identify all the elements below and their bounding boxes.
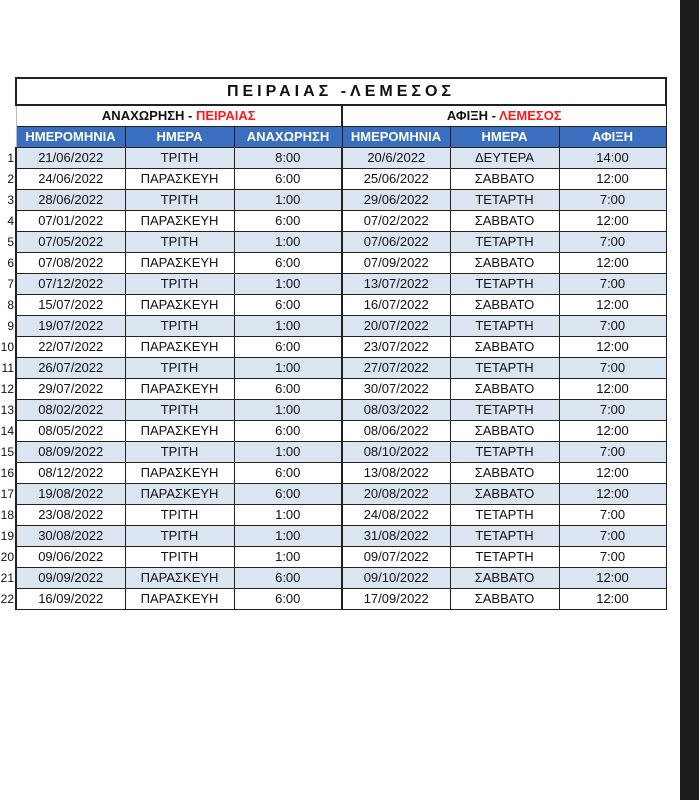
departure-day-cell: ΠΑΡΑΣΚΕΥΗ [125, 169, 234, 190]
title-row [0, 78, 666, 105]
departure-date-cell: 09/09/2022 [16, 568, 125, 589]
departure-day-cell: ΤΡΙΤΗ [125, 358, 234, 379]
arrival-port: ΛΕΜΕΣΟΣ [499, 108, 562, 123]
departure-date-cell: 28/06/2022 [16, 190, 125, 211]
departure-time-cell: 6:00 [234, 337, 342, 358]
table-row [0, 316, 666, 337]
header-departure-date: ΗΜΕΡΟΜΗΝΙΑ [16, 127, 125, 148]
arrival-date-cell: 27/07/2022 [342, 358, 450, 379]
arrival-time-cell: 7:00 [559, 400, 666, 421]
arrival-date-cell: 29/06/2022 [342, 190, 450, 211]
departure-time-cell: 1:00 [234, 400, 342, 421]
section-header-row [0, 105, 666, 127]
departure-time-cell: 6:00 [234, 211, 342, 232]
arrival-time-cell: 12:00 [559, 484, 666, 505]
arrival-date-cell: 07/09/2022 [342, 253, 450, 274]
departure-date-cell: 23/08/2022 [16, 505, 125, 526]
arrival-time-cell: 12:00 [559, 379, 666, 400]
header-arrival-day: ΗΜΕΡΑ [450, 127, 559, 148]
row-number: 9 [0, 316, 16, 337]
departure-day-cell: ΠΑΡΑΣΚΕΥΗ [125, 589, 234, 610]
table-row [0, 547, 666, 568]
table-title: ΠΕΙΡΑΙΑΣ -ΛΕΜΕΣΟΣ [16, 78, 666, 105]
departure-day-cell: ΠΑΡΑΣΚΕΥΗ [125, 463, 234, 484]
departure-time-cell: 6:00 [234, 253, 342, 274]
arrival-date-cell: 08/10/2022 [342, 442, 450, 463]
row-number: 10 [0, 337, 16, 358]
row-number: 6 [0, 253, 16, 274]
departure-date-cell: 08/09/2022 [16, 442, 125, 463]
arrival-date-cell: 09/07/2022 [342, 547, 450, 568]
departure-time-cell: 6:00 [234, 421, 342, 442]
departure-time-cell: 1:00 [234, 358, 342, 379]
table-row [0, 463, 666, 484]
arrival-day-cell: ΤΕΤΑΡΤΗ [450, 274, 559, 295]
row-number [0, 127, 16, 148]
arrival-day-cell: ΔΕΥΤΕΡΑ [450, 148, 559, 169]
arrival-day-cell: ΤΕΤΑΡΤΗ [450, 400, 559, 421]
arrival-time-cell: 12:00 [559, 463, 666, 484]
arrival-time-cell: 7:00 [559, 358, 666, 379]
row-number: 1 [0, 148, 16, 169]
row-number [0, 78, 16, 105]
arrival-date-cell: 20/6/2022 [342, 148, 450, 169]
row-number: 21 [0, 568, 16, 589]
departure-day-cell: ΠΑΡΑΣΚΕΥΗ [125, 484, 234, 505]
arrival-day-cell: ΣΑΒΒΑΤΟ [450, 484, 559, 505]
arrival-time-cell: 12:00 [559, 169, 666, 190]
departure-time-cell: 1:00 [234, 274, 342, 295]
departure-date-cell: 08/12/2022 [16, 463, 125, 484]
departure-day-cell: ΠΑΡΑΣΚΕΥΗ [125, 337, 234, 358]
arrival-day-cell: ΤΕΤΑΡΤΗ [450, 358, 559, 379]
screen-edge-bar [680, 0, 699, 800]
arrival-time-cell: 12:00 [559, 421, 666, 442]
departure-day-cell: ΤΡΙΤΗ [125, 316, 234, 337]
departure-date-cell: 15/07/2022 [16, 295, 125, 316]
departure-time-cell: 8:00 [234, 148, 342, 169]
arrival-day-cell: ΤΕΤΑΡΤΗ [450, 442, 559, 463]
table-row [0, 400, 666, 421]
departure-port: ΠΕΙΡΑΙΑΣ [195, 108, 256, 123]
arrival-date-cell: 20/07/2022 [342, 316, 450, 337]
row-number: 3 [0, 190, 16, 211]
arrival-day-cell: ΤΕΤΑΡΤΗ [450, 190, 559, 211]
row-number: 8 [0, 295, 16, 316]
departure-time-cell: 6:00 [234, 484, 342, 505]
table-row [0, 442, 666, 463]
arrival-day-cell: ΣΑΒΒΑΤΟ [450, 421, 559, 442]
departure-date-cell: 09/06/2022 [16, 547, 125, 568]
header-departure-day: ΗΜΕΡΑ [125, 127, 234, 148]
table-row [0, 169, 666, 190]
arrival-day-cell: ΣΑΒΒΑΤΟ [450, 379, 559, 400]
arrival-day-cell: ΣΑΒΒΑΤΟ [450, 337, 559, 358]
departure-time-cell: 1:00 [234, 442, 342, 463]
departure-date-cell: 08/05/2022 [16, 421, 125, 442]
arrival-time-cell: 7:00 [559, 547, 666, 568]
departure-day-cell: ΤΡΙΤΗ [125, 148, 234, 169]
departure-day-cell: ΤΡΙΤΗ [125, 547, 234, 568]
table-row [0, 379, 666, 400]
arrival-date-cell: 09/10/2022 [342, 568, 450, 589]
departure-time-cell: 6:00 [234, 568, 342, 589]
arrival-day-cell: ΣΑΒΒΑΤΟ [450, 589, 559, 610]
row-number: 18 [0, 505, 16, 526]
row-number: 2 [0, 169, 16, 190]
departure-time-cell: 1:00 [234, 232, 342, 253]
arrival-time-cell: 12:00 [559, 568, 666, 589]
arrival-day-cell: ΤΕΤΑΡΤΗ [450, 505, 559, 526]
row-number: 5 [0, 232, 16, 253]
departure-time-cell: 6:00 [234, 295, 342, 316]
table-row [0, 484, 666, 505]
header-arrival-time: ΑΦΙΞΗ [559, 127, 666, 148]
arrival-time-cell: 12:00 [559, 211, 666, 232]
departure-date-cell: 26/07/2022 [16, 358, 125, 379]
table-row [0, 337, 666, 358]
spreadsheet [0, 77, 667, 610]
row-number: 20 [0, 547, 16, 568]
departure-date-cell: 07/12/2022 [16, 274, 125, 295]
arrival-time-cell: 7:00 [559, 190, 666, 211]
arrival-time-cell: 12:00 [559, 295, 666, 316]
departure-date-cell: 19/07/2022 [16, 316, 125, 337]
row-number: 4 [0, 211, 16, 232]
arrival-date-cell: 24/08/2022 [342, 505, 450, 526]
arrival-date-cell: 30/07/2022 [342, 379, 450, 400]
departure-time-cell: 1:00 [234, 316, 342, 337]
departure-day-cell: ΤΡΙΤΗ [125, 526, 234, 547]
table-row [0, 505, 666, 526]
arrival-label: ΑΦΙΞΗ - [446, 108, 500, 123]
arrival-date-cell: 07/06/2022 [342, 232, 450, 253]
departure-date-cell: 16/09/2022 [16, 589, 125, 610]
arrival-date-cell: 25/06/2022 [342, 169, 450, 190]
arrival-day-cell: ΣΑΒΒΑΤΟ [450, 568, 559, 589]
table-row [0, 589, 666, 610]
departure-time-cell: 6:00 [234, 169, 342, 190]
table-row [0, 526, 666, 547]
table-row [0, 274, 666, 295]
arrival-time-cell: 7:00 [559, 505, 666, 526]
arrival-time-cell: 7:00 [559, 526, 666, 547]
departure-time-cell: 6:00 [234, 463, 342, 484]
departure-time-cell: 1:00 [234, 505, 342, 526]
arrival-date-cell: 07/02/2022 [342, 211, 450, 232]
departure-time-cell: 1:00 [234, 547, 342, 568]
arrival-day-cell: ΣΑΒΒΑΤΟ [450, 295, 559, 316]
arrival-date-cell: 16/07/2022 [342, 295, 450, 316]
arrival-day-cell: ΤΕΤΑΡΤΗ [450, 316, 559, 337]
departure-date-cell: 30/08/2022 [16, 526, 125, 547]
departure-day-cell: ΠΑΡΑΣΚΕΥΗ [125, 295, 234, 316]
table-row [0, 211, 666, 232]
arrival-time-cell: 7:00 [559, 442, 666, 463]
departure-day-cell: ΤΡΙΤΗ [125, 505, 234, 526]
row-number [0, 105, 16, 127]
table-row [0, 421, 666, 442]
departure-date-cell: 29/07/2022 [16, 379, 125, 400]
column-header-row [0, 127, 666, 148]
arrival-date-cell: 08/03/2022 [342, 400, 450, 421]
departure-day-cell: ΤΡΙΤΗ [125, 232, 234, 253]
table-row [0, 295, 666, 316]
row-number: 16 [0, 463, 16, 484]
table-row [0, 232, 666, 253]
arrival-time-cell: 12:00 [559, 337, 666, 358]
departure-date-cell: 07/01/2022 [16, 211, 125, 232]
schedule-table [0, 77, 667, 610]
arrival-date-cell: 13/07/2022 [342, 274, 450, 295]
row-number: 17 [0, 484, 16, 505]
departure-day-cell: ΠΑΡΑΣΚΕΥΗ [125, 211, 234, 232]
departure-day-cell: ΠΑΡΑΣΚΕΥΗ [125, 568, 234, 589]
departure-day-cell: ΠΑΡΑΣΚΕΥΗ [125, 379, 234, 400]
table-row [0, 358, 666, 379]
arrival-time-cell: 7:00 [559, 316, 666, 337]
arrival-day-cell: ΣΑΒΒΑΤΟ [450, 169, 559, 190]
arrival-day-cell: ΤΕΤΑΡΤΗ [450, 232, 559, 253]
row-number: 13 [0, 400, 16, 421]
arrival-day-cell: ΣΑΒΒΑΤΟ [450, 463, 559, 484]
departure-section-header [16, 105, 342, 127]
arrival-date-cell: 20/08/2022 [342, 484, 450, 505]
departure-time-cell: 6:00 [234, 379, 342, 400]
row-number: 11 [0, 358, 16, 379]
arrival-day-cell: ΤΕΤΑΡΤΗ [450, 547, 559, 568]
header-departure-time: ΑΝΑΧΩΡΗΣΗ [234, 127, 342, 148]
arrival-date-cell: 13/08/2022 [342, 463, 450, 484]
arrival-date-cell: 08/06/2022 [342, 421, 450, 442]
table-row [0, 148, 666, 169]
table-row [0, 253, 666, 274]
departure-date-cell: 21/06/2022 [16, 148, 125, 169]
arrival-date-cell: 17/09/2022 [342, 589, 450, 610]
arrival-time-cell: 12:00 [559, 589, 666, 610]
departure-day-cell: ΠΑΡΑΣΚΕΥΗ [125, 421, 234, 442]
row-number: 7 [0, 274, 16, 295]
departure-date-cell: 19/08/2022 [16, 484, 125, 505]
table-row [0, 568, 666, 589]
departure-date-cell: 22/07/2022 [16, 337, 125, 358]
departure-day-cell: ΤΡΙΤΗ [125, 400, 234, 421]
arrival-time-cell: 7:00 [559, 232, 666, 253]
row-number: 14 [0, 421, 16, 442]
departure-date-cell: 24/06/2022 [16, 169, 125, 190]
arrival-day-cell: ΣΑΒΒΑΤΟ [450, 211, 559, 232]
arrival-section-header [342, 105, 666, 127]
departure-time-cell: 1:00 [234, 526, 342, 547]
arrival-day-cell: ΤΕΤΑΡΤΗ [450, 526, 559, 547]
arrival-time-cell: 14:00 [559, 148, 666, 169]
departure-time-cell: 6:00 [234, 589, 342, 610]
departure-day-cell: ΤΡΙΤΗ [125, 274, 234, 295]
row-number: 12 [0, 379, 16, 400]
departure-date-cell: 07/08/2022 [16, 253, 125, 274]
table-row [0, 190, 666, 211]
departure-day-cell: ΤΡΙΤΗ [125, 442, 234, 463]
row-number: 19 [0, 526, 16, 547]
departure-date-cell: 08/02/2022 [16, 400, 125, 421]
row-number: 22 [0, 589, 16, 610]
departure-label: ΑΝΑΧΩΡΗΣΗ - [101, 108, 196, 123]
departure-date-cell: 07/05/2022 [16, 232, 125, 253]
arrival-date-cell: 31/08/2022 [342, 526, 450, 547]
departure-day-cell: ΠΑΡΑΣΚΕΥΗ [125, 253, 234, 274]
departure-day-cell: ΤΡΙΤΗ [125, 190, 234, 211]
arrival-time-cell: 7:00 [559, 274, 666, 295]
departure-time-cell: 1:00 [234, 190, 342, 211]
arrival-day-cell: ΣΑΒΒΑΤΟ [450, 253, 559, 274]
arrival-time-cell: 12:00 [559, 253, 666, 274]
row-number: 15 [0, 442, 16, 463]
header-arrival-date: ΗΜΕΡΟΜΗΝΙΑ [342, 127, 450, 148]
arrival-date-cell: 23/07/2022 [342, 337, 450, 358]
